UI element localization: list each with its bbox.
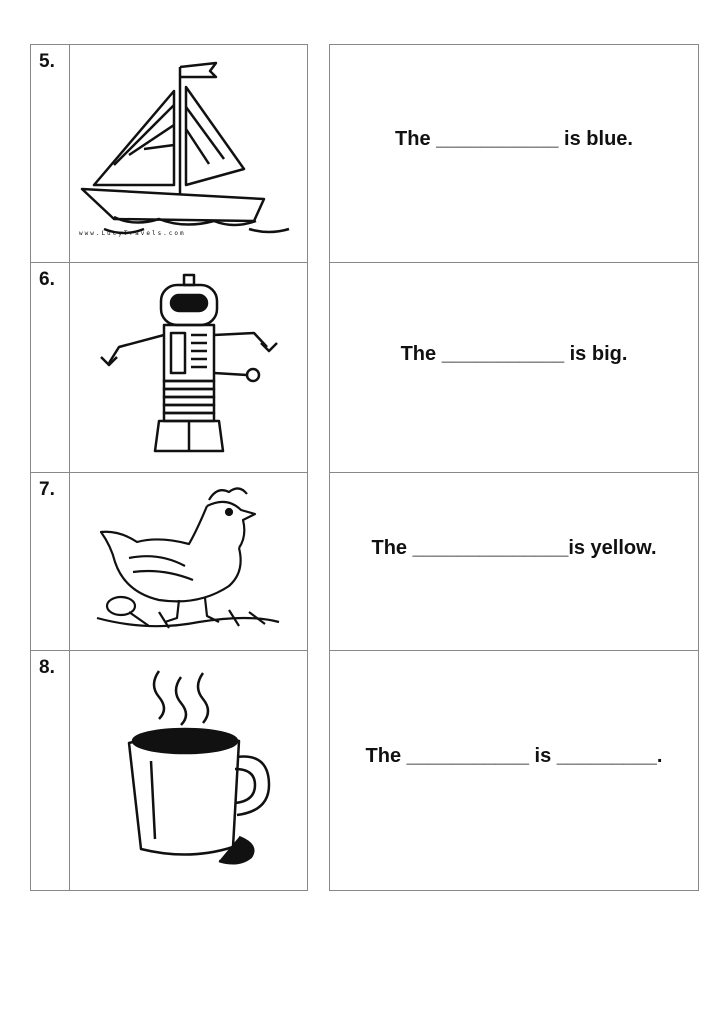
row-divider (330, 472, 698, 473)
robot-picture (71, 264, 307, 471)
robot-icon (89, 273, 289, 463)
mug-picture (71, 652, 307, 890)
hen-icon (89, 482, 289, 642)
sentence-8: The ___________ is _________. (365, 745, 663, 767)
sailboat-icon (74, 49, 304, 259)
row-number-6: 6. (39, 269, 55, 290)
mug-icon (89, 661, 289, 881)
sailboat-picture (71, 47, 307, 261)
row-divider (31, 650, 307, 651)
sentence-5: The ___________ is blue. (395, 128, 633, 150)
row-divider (330, 650, 698, 651)
picture-table (30, 44, 308, 891)
number-column (31, 45, 70, 890)
watermark-text: www.LucyTravels.com (79, 230, 186, 237)
sentence-table (329, 44, 699, 891)
row-divider (31, 262, 307, 263)
row-divider (330, 262, 698, 263)
row-number-5: 5. (39, 51, 55, 72)
row-number-7: 7. (39, 479, 55, 500)
sentence-7: The ______________is yellow. (371, 537, 657, 559)
sentence-6: The ___________ is big. (400, 343, 628, 365)
hen-picture (71, 474, 307, 649)
row-divider (31, 472, 307, 473)
row-number-8: 8. (39, 657, 55, 678)
